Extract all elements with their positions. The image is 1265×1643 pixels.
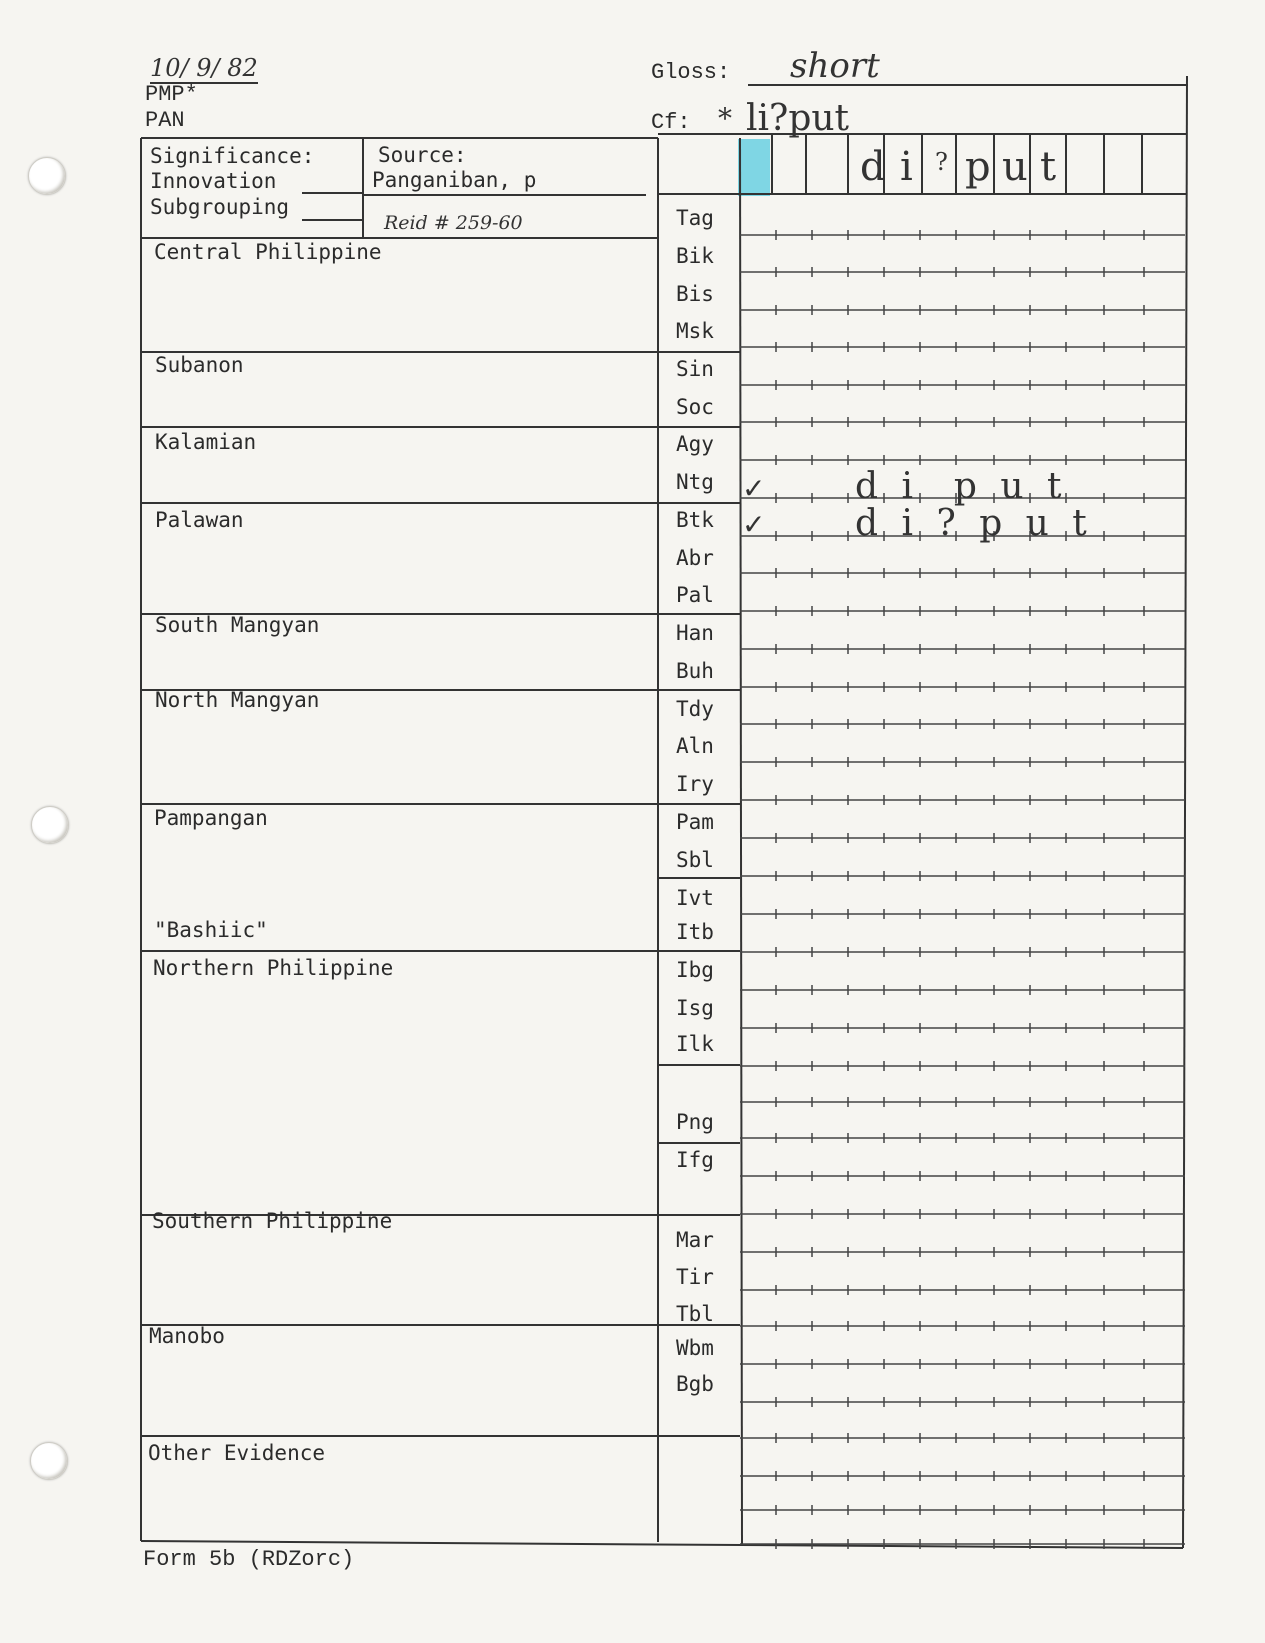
group-kalamian: Kalamian bbox=[155, 430, 257, 454]
entry-btk-check: ✓ bbox=[742, 508, 766, 541]
lang-soc: Soc bbox=[676, 395, 714, 419]
lang-sin: Sin bbox=[676, 357, 714, 381]
header-grid-letter: ? bbox=[935, 148, 948, 176]
lang-ibg: Ibg bbox=[676, 958, 714, 982]
lang-han: Han bbox=[676, 621, 714, 645]
lang-msk: Msk bbox=[676, 319, 714, 343]
lang-ifg: Ifg bbox=[676, 1148, 714, 1172]
lang-itb: Itb bbox=[676, 920, 714, 944]
group-palawan: Palawan bbox=[155, 508, 244, 532]
lang-bgb: Bgb bbox=[676, 1372, 714, 1396]
cf-value: li?put bbox=[746, 98, 850, 139]
entry-ntg-form: d i p u t bbox=[855, 466, 1068, 507]
lang-pal: Pal bbox=[676, 583, 714, 607]
date: 10/ 9/ 82 bbox=[150, 54, 258, 82]
group-southern-philippine: Southern Philippine bbox=[152, 1209, 393, 1233]
lang-bik: Bik bbox=[676, 244, 714, 268]
lang-tir: Tir bbox=[676, 1265, 714, 1289]
lang-buh: Buh bbox=[676, 659, 714, 683]
lang-aln: Aln bbox=[676, 734, 714, 758]
lang-ntg: Ntg bbox=[676, 470, 714, 494]
group-manobo: Manobo bbox=[149, 1324, 225, 1348]
gloss-label: Gloss: bbox=[651, 60, 731, 85]
group-northern-philippine: Northern Philippine bbox=[153, 956, 394, 980]
lang-mar: Mar bbox=[676, 1228, 714, 1252]
lang-abr: Abr bbox=[676, 546, 714, 570]
entry-btk-form: d i ? p u t bbox=[855, 503, 1093, 544]
lang-pam: Pam bbox=[676, 810, 714, 834]
group-central-philippine: Central Philippine bbox=[154, 240, 382, 264]
header-grid-letter: i bbox=[900, 144, 913, 190]
cf-star: * bbox=[718, 102, 732, 135]
group-subanon: Subanon bbox=[155, 353, 244, 377]
significance-title: Significance: bbox=[150, 144, 315, 168]
header-grid-letter: p bbox=[965, 144, 991, 190]
lang-wbm: Wbm bbox=[676, 1336, 714, 1360]
header-grid-letter: t bbox=[1040, 144, 1057, 190]
lang-sbl: Sbl bbox=[676, 848, 714, 872]
group-north-mangyan: North Mangyan bbox=[155, 688, 320, 712]
source-value: Panganiban, p bbox=[372, 168, 537, 192]
entry-ntg-check: ✓ bbox=[742, 472, 766, 505]
lang-tdy: Tdy bbox=[676, 697, 714, 721]
lang-btk: Btk bbox=[676, 508, 714, 532]
header-grid-letter: d bbox=[860, 144, 886, 190]
lang-isg: Isg bbox=[676, 996, 714, 1020]
gloss-value: short bbox=[790, 46, 880, 86]
lang-png: Png bbox=[676, 1110, 714, 1134]
source-title: Source: bbox=[378, 143, 467, 167]
header-grid-letter: u bbox=[1002, 144, 1028, 190]
lang-ilk: Ilk bbox=[676, 1032, 714, 1056]
cf-label: Cf: bbox=[651, 110, 691, 135]
pan-label: PAN bbox=[145, 108, 185, 133]
pmp-label: PMP* bbox=[145, 82, 198, 107]
subgrouping-label: Subgrouping bbox=[150, 195, 290, 219]
lang-tag: Tag bbox=[676, 206, 714, 230]
lang-bis: Bis bbox=[676, 282, 714, 306]
group-other-evidence: Other Evidence bbox=[148, 1441, 326, 1465]
innovation-label: Innovation bbox=[150, 169, 277, 193]
form-footer: Form 5b (RDZorc) bbox=[143, 1547, 355, 1572]
lang-ivt: Ivt bbox=[676, 886, 714, 910]
source-reid: Reid # 259-60 bbox=[384, 212, 523, 234]
lang-agy: Agy bbox=[676, 432, 714, 456]
lang-tbl: Tbl bbox=[676, 1302, 714, 1326]
group-south-mangyan: South Mangyan bbox=[155, 613, 320, 637]
group-bashiic: "Bashiic" bbox=[154, 918, 268, 942]
group-pampangan: Pampangan bbox=[154, 806, 268, 830]
lang-iry: Iry bbox=[676, 772, 714, 796]
